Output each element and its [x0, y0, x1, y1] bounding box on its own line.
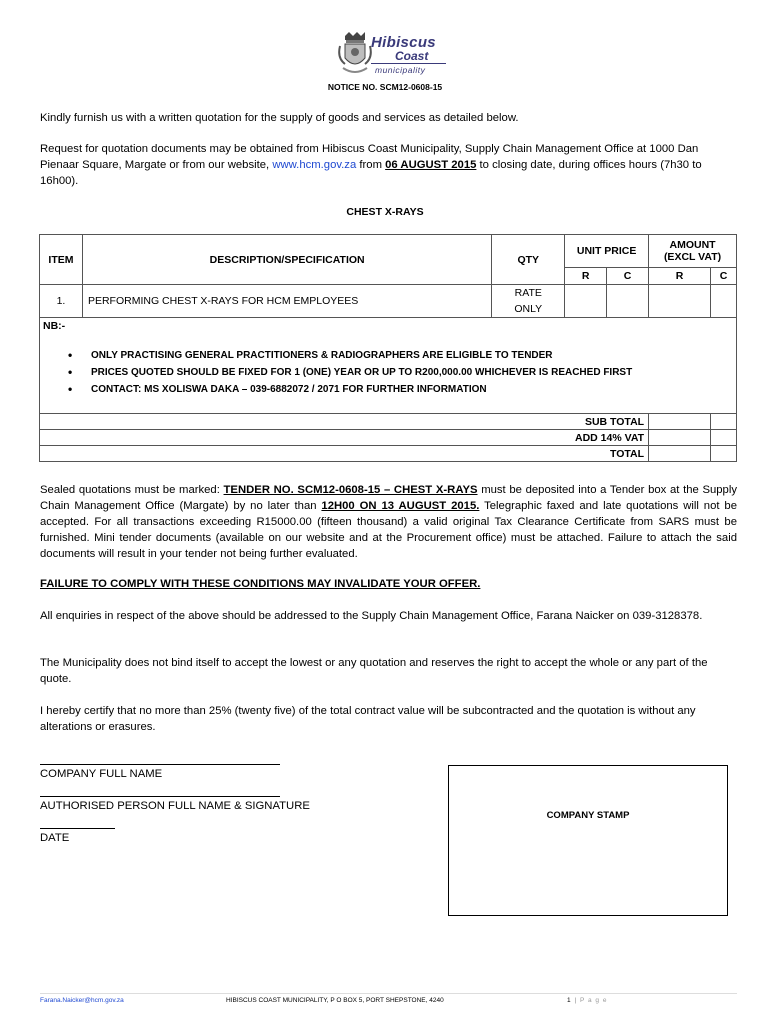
- request-date: 06 AUGUST 2015: [385, 159, 477, 171]
- row-qty: [492, 285, 565, 318]
- website-link[interactable]: www.hcm.gov.za: [272, 159, 357, 171]
- request-text-1: Request for quotation documents may be obtained from Hibiscus Coast Municipality, Supply Chain Management Office at 1000 Dan Pienaar Square, Margate or from our website,: [40, 143, 699, 171]
- quotation-table: [39, 234, 737, 462]
- total-label: TOTAL: [40, 446, 649, 462]
- header-unit-price: UNIT PRICE: [565, 235, 649, 268]
- header-qty: QTY: [492, 235, 565, 285]
- row-qty-line2: ONLY: [514, 303, 543, 315]
- failure-warning: FAILURE TO COMPLY WITH THESE CONDITIONS MAY INVALIDATE YOUR OFFER.: [40, 578, 481, 590]
- header-amount-rand: R: [649, 268, 711, 285]
- header-amount-cents: C: [710, 268, 736, 285]
- company-stamp-box: [448, 765, 728, 916]
- footer-page: [567, 997, 607, 1004]
- total-rand-cell[interactable]: [649, 446, 711, 462]
- header-amount-label: AMOUNT: [669, 239, 716, 251]
- vat-cents-cell[interactable]: [710, 430, 736, 446]
- certify-paragraph: I hereby certify that no more than 25% (twenty five) of the total contract value will be subcontracted and the quotation is without any alterations or erasures.: [40, 705, 696, 733]
- closing-deadline: 12H00 ON 13 AUGUST 2015.: [321, 500, 480, 512]
- date-line[interactable]: [40, 828, 115, 829]
- company-name-line[interactable]: [40, 764, 280, 765]
- company-stamp-label: COMPANY STAMP: [546, 810, 630, 821]
- nb-label: NB:-: [43, 320, 66, 332]
- intro-paragraph: Kindly furnish us with a written quotation for the supply of goods and services as detailed below.: [40, 112, 519, 124]
- amount-cents-cell[interactable]: [710, 285, 736, 318]
- header-amount-sub: (EXCL VAT): [663, 251, 722, 263]
- authorised-person-label: AUTHORISED PERSON FULL NAME & SIGNATURE: [40, 800, 310, 812]
- coat-of-arms-icon: [337, 30, 373, 78]
- page-label: P a g e: [579, 997, 608, 1004]
- header-item: ITEM: [40, 235, 83, 285]
- tender-number: TENDER NO. SCM12-0608-15 – CHEST X-RAYS: [223, 484, 478, 496]
- footer-address: HIBISCUS COAST MUNICIPALITY, P O BOX 5, PORT SHEPSTONE, 4240: [226, 997, 444, 1004]
- total-cents-cell[interactable]: [710, 446, 736, 462]
- header-description: DESCRIPTION/SPECIFICATION: [82, 235, 491, 285]
- authorised-signature-line[interactable]: [40, 796, 280, 797]
- header-amount: [649, 235, 737, 268]
- row-description: PERFORMING CHEST X-RAYS FOR HCM EMPLOYEES: [82, 285, 491, 318]
- nb-item: • CONTACT: MS XOLISWA DAKA – 039-6882072 / 2071 FOR FURTHER INFORMATION: [68, 381, 632, 398]
- notice-number: NOTICE NO. SCM12-0608-15: [327, 82, 443, 92]
- header-unit-rand: R: [565, 268, 607, 285]
- amount-rand-cell[interactable]: [649, 285, 711, 318]
- subtotal-row: [40, 414, 737, 430]
- request-paragraph: [40, 141, 737, 189]
- vat-rand-cell[interactable]: [649, 430, 711, 446]
- sealed-text-2: must be deposited into a Tender box at the Supply Chain Management Office (Margate) by no later than: [40, 484, 738, 512]
- vat-row: [40, 430, 737, 446]
- disclaimer-paragraph: The Municipality does not bind itself to accept the lowest or any quotation and reserves the right to accept the whole or any part of the quote.: [40, 657, 708, 685]
- sealed-text-1: Sealed quotations must be marked:: [40, 484, 220, 496]
- nb-item: • PRICES QUOTED SHOULD BE FIXED FOR 1 (ONE) YEAR OR UP TO R200,000.00 WHICHEVER IS REACHED FIRST: [68, 364, 632, 381]
- nb-list: [68, 347, 632, 398]
- sealed-text-3: Telegraphic faxed and late quotations will not be accepted. For all transactions exceeding R15000.00 (fifteen thousand) a valid original Tax Clearance Certificate from SARS must be furnished. Mini tender documents (available on our website and at the Procurement office) must be attached. Failure to attach the said documents will result in your tender not being further evaluated.: [40, 500, 737, 560]
- unit-price-rand-cell[interactable]: [565, 285, 607, 318]
- nb-item: • ONLY PRACTISING GENERAL PRACTITIONERS & RADIOGRAPHERS ARE ELIGIBLE TO TENDER: [68, 347, 632, 364]
- total-row: [40, 446, 737, 462]
- date-label: DATE: [40, 832, 70, 844]
- company-name-label: COMPANY FULL NAME: [40, 768, 163, 780]
- row-item: 1.: [40, 285, 83, 318]
- logo-text-municipality: municipality: [375, 65, 426, 75]
- document-title: CHEST X-RAYS: [346, 206, 424, 218]
- header-unit-cents: C: [607, 268, 649, 285]
- row-qty-line1: RATE: [514, 287, 542, 299]
- footer-divider: [40, 993, 737, 994]
- request-text-2: from: [359, 159, 382, 171]
- subtotal-cents-cell[interactable]: [710, 414, 736, 430]
- table-row: [40, 285, 737, 318]
- logo-text-coast: Coast: [395, 49, 429, 63]
- subtotal-rand-cell[interactable]: [649, 414, 711, 430]
- unit-price-cents-cell[interactable]: [607, 285, 649, 318]
- sealed-paragraph: [40, 482, 737, 562]
- footer-email-link[interactable]: Farana.Naicker@hcm.gov.za: [40, 997, 124, 1004]
- nb-section: [40, 318, 737, 414]
- logo-text-hibiscus: Hibiscus: [371, 34, 436, 51]
- request-text-3: to closing date, during offices hours (7h30 to 16h00).: [40, 159, 702, 187]
- vat-label: ADD 14% VAT: [40, 430, 649, 446]
- page-separator: |: [574, 997, 577, 1004]
- municipality-logo: [337, 30, 447, 78]
- page-number: 1: [567, 997, 571, 1004]
- enquiries-paragraph: All enquiries in respect of the above should be addressed to the Supply Chain Management Office, Farana Naicker on 039-3128378.: [40, 610, 703, 622]
- subtotal-label: SUB TOTAL: [40, 414, 649, 430]
